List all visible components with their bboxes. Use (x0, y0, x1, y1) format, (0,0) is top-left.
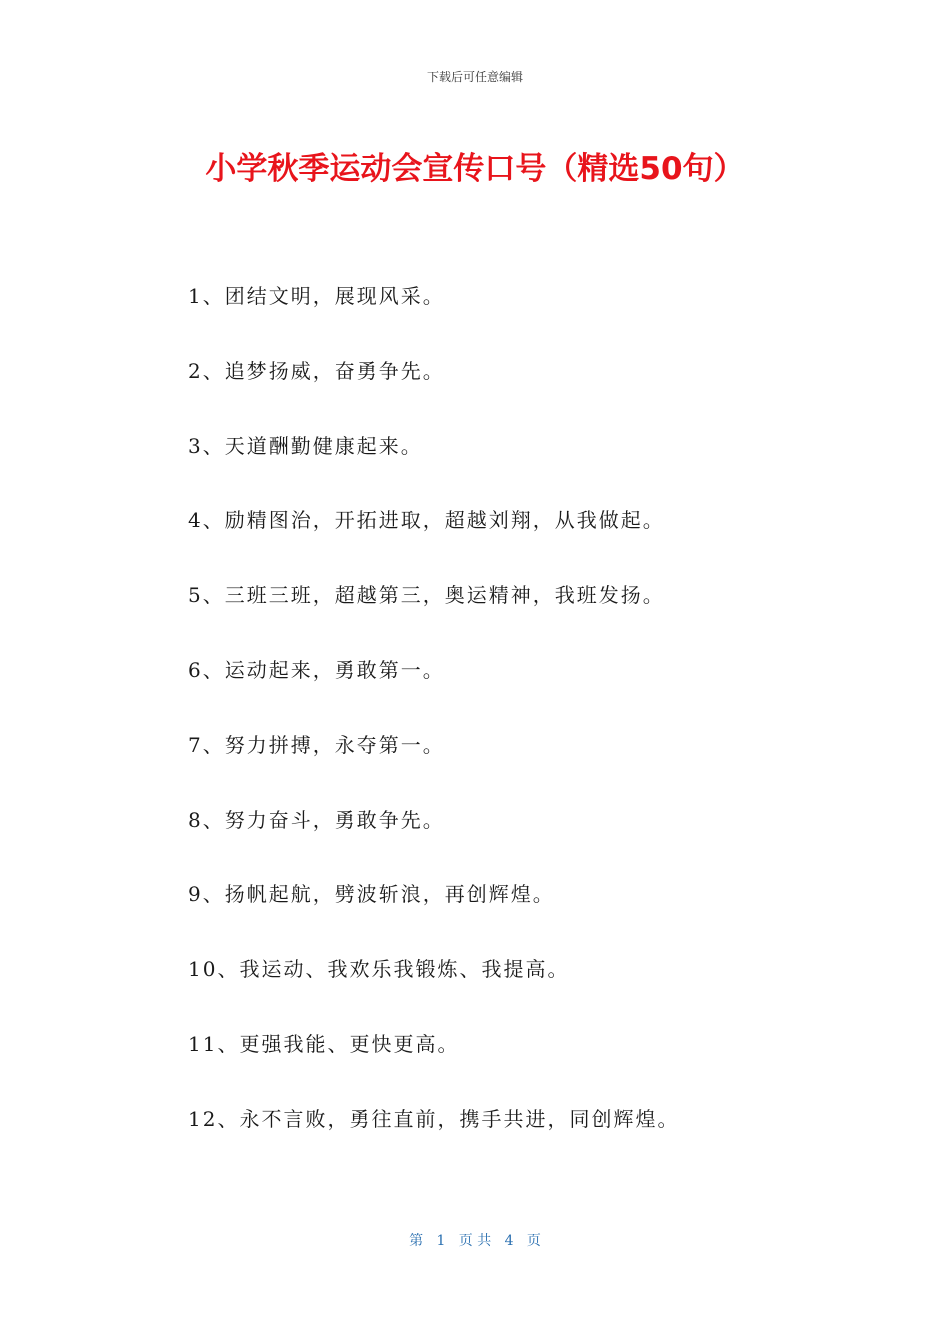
page-number-footer: 第 1 页 共 4 页 (409, 1233, 541, 1249)
slogan-item: 5、三班三班，超越第三，奥运精神，我班发扬。 (188, 583, 665, 608)
header-note: 下载后可任意编辑 (426, 70, 523, 84)
slogan-item: 7、努力拼搏，永夺第一。 (188, 732, 445, 757)
slogan-item: 6、运动起来，勇敢第一。 (188, 657, 445, 682)
slogan-item: 8、努力奋斗，勇敢争先。 (188, 807, 445, 832)
slogan-item: 9、扬帆起航，劈波斩浪，再创辉煌。 (188, 882, 555, 907)
slogan-item: 10、我运动、我欢乐我锻炼、我提高。 (188, 957, 570, 982)
document-title: 小学秋季运动会宣传口号（精选50句） (205, 151, 745, 187)
slogan-list (188, 280, 888, 1178)
slogan-item: 3、天道酬勤健康起来。 (188, 433, 423, 458)
slogan-item: 12、永不言败，勇往直前，携手共进，同创辉煌。 (188, 1106, 680, 1131)
slogan-item: 11、更强我能、更快更高。 (188, 1031, 460, 1056)
slogan-item: 4、励精图治，开拓进取，超越刘翔，从我做起。 (188, 508, 665, 533)
slogan-item: 2、追梦扬威，奋勇争先。 (188, 358, 445, 383)
slogan-item: 1、团结文明，展现风采。 (188, 284, 445, 308)
